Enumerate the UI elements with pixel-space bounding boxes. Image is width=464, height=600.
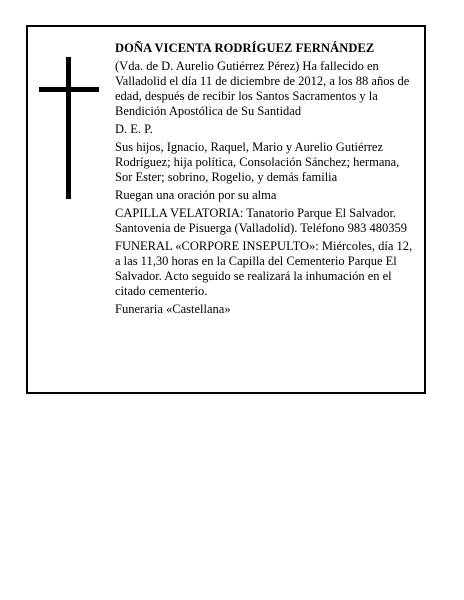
cross-horizontal-bar [39,87,99,92]
death-announcement: (Vda. de D. Aurelio Gutiérrez Pérez) Ha fallecido en Valladolid el día 11 de diciembre de 2012, a los 88 años de edad, después de recibir los Santos Sacramentos y la Bendición Apostólica de Su Santidad [115,59,410,118]
deceased-name: DOÑA VICENTA RODRÍGUEZ FERNÁNDEZ [115,41,375,55]
chapel-info: CAPILLA VELATORIA: Tanatorio Parque El Salvador. Santovenia de Pisuerga (Valladolid). Teléfono 983 480359 [115,206,408,235]
notice-text [115,41,415,320]
funeral-info: FUNERAL «CORPORE INSEPULTO»: Miércoles, día 12, a las 11,30 horas en la Capilla del Cementerio Parque El Salvador. Acto seguido se realizará la inhumación en el citado cementerio. [115,239,413,298]
family-mourners: Sus hijos, Ignacio, Raquel, Mario y Aurelio Gutiérrez Rodríguez; hija política, Consolación Sánchez; hermana, Sor Ester; sobrino, Rogelio, y demás familia [115,140,400,184]
latin-cross-icon [39,57,99,199]
obituary-notice [26,25,426,394]
cross-vertical-bar [66,57,71,199]
prayer-request: Ruegan una oración por su alma [115,188,277,202]
rest-in-peace: D. E. P. [115,122,153,136]
funeral-home: Funeraria «Castellana» [115,302,231,316]
